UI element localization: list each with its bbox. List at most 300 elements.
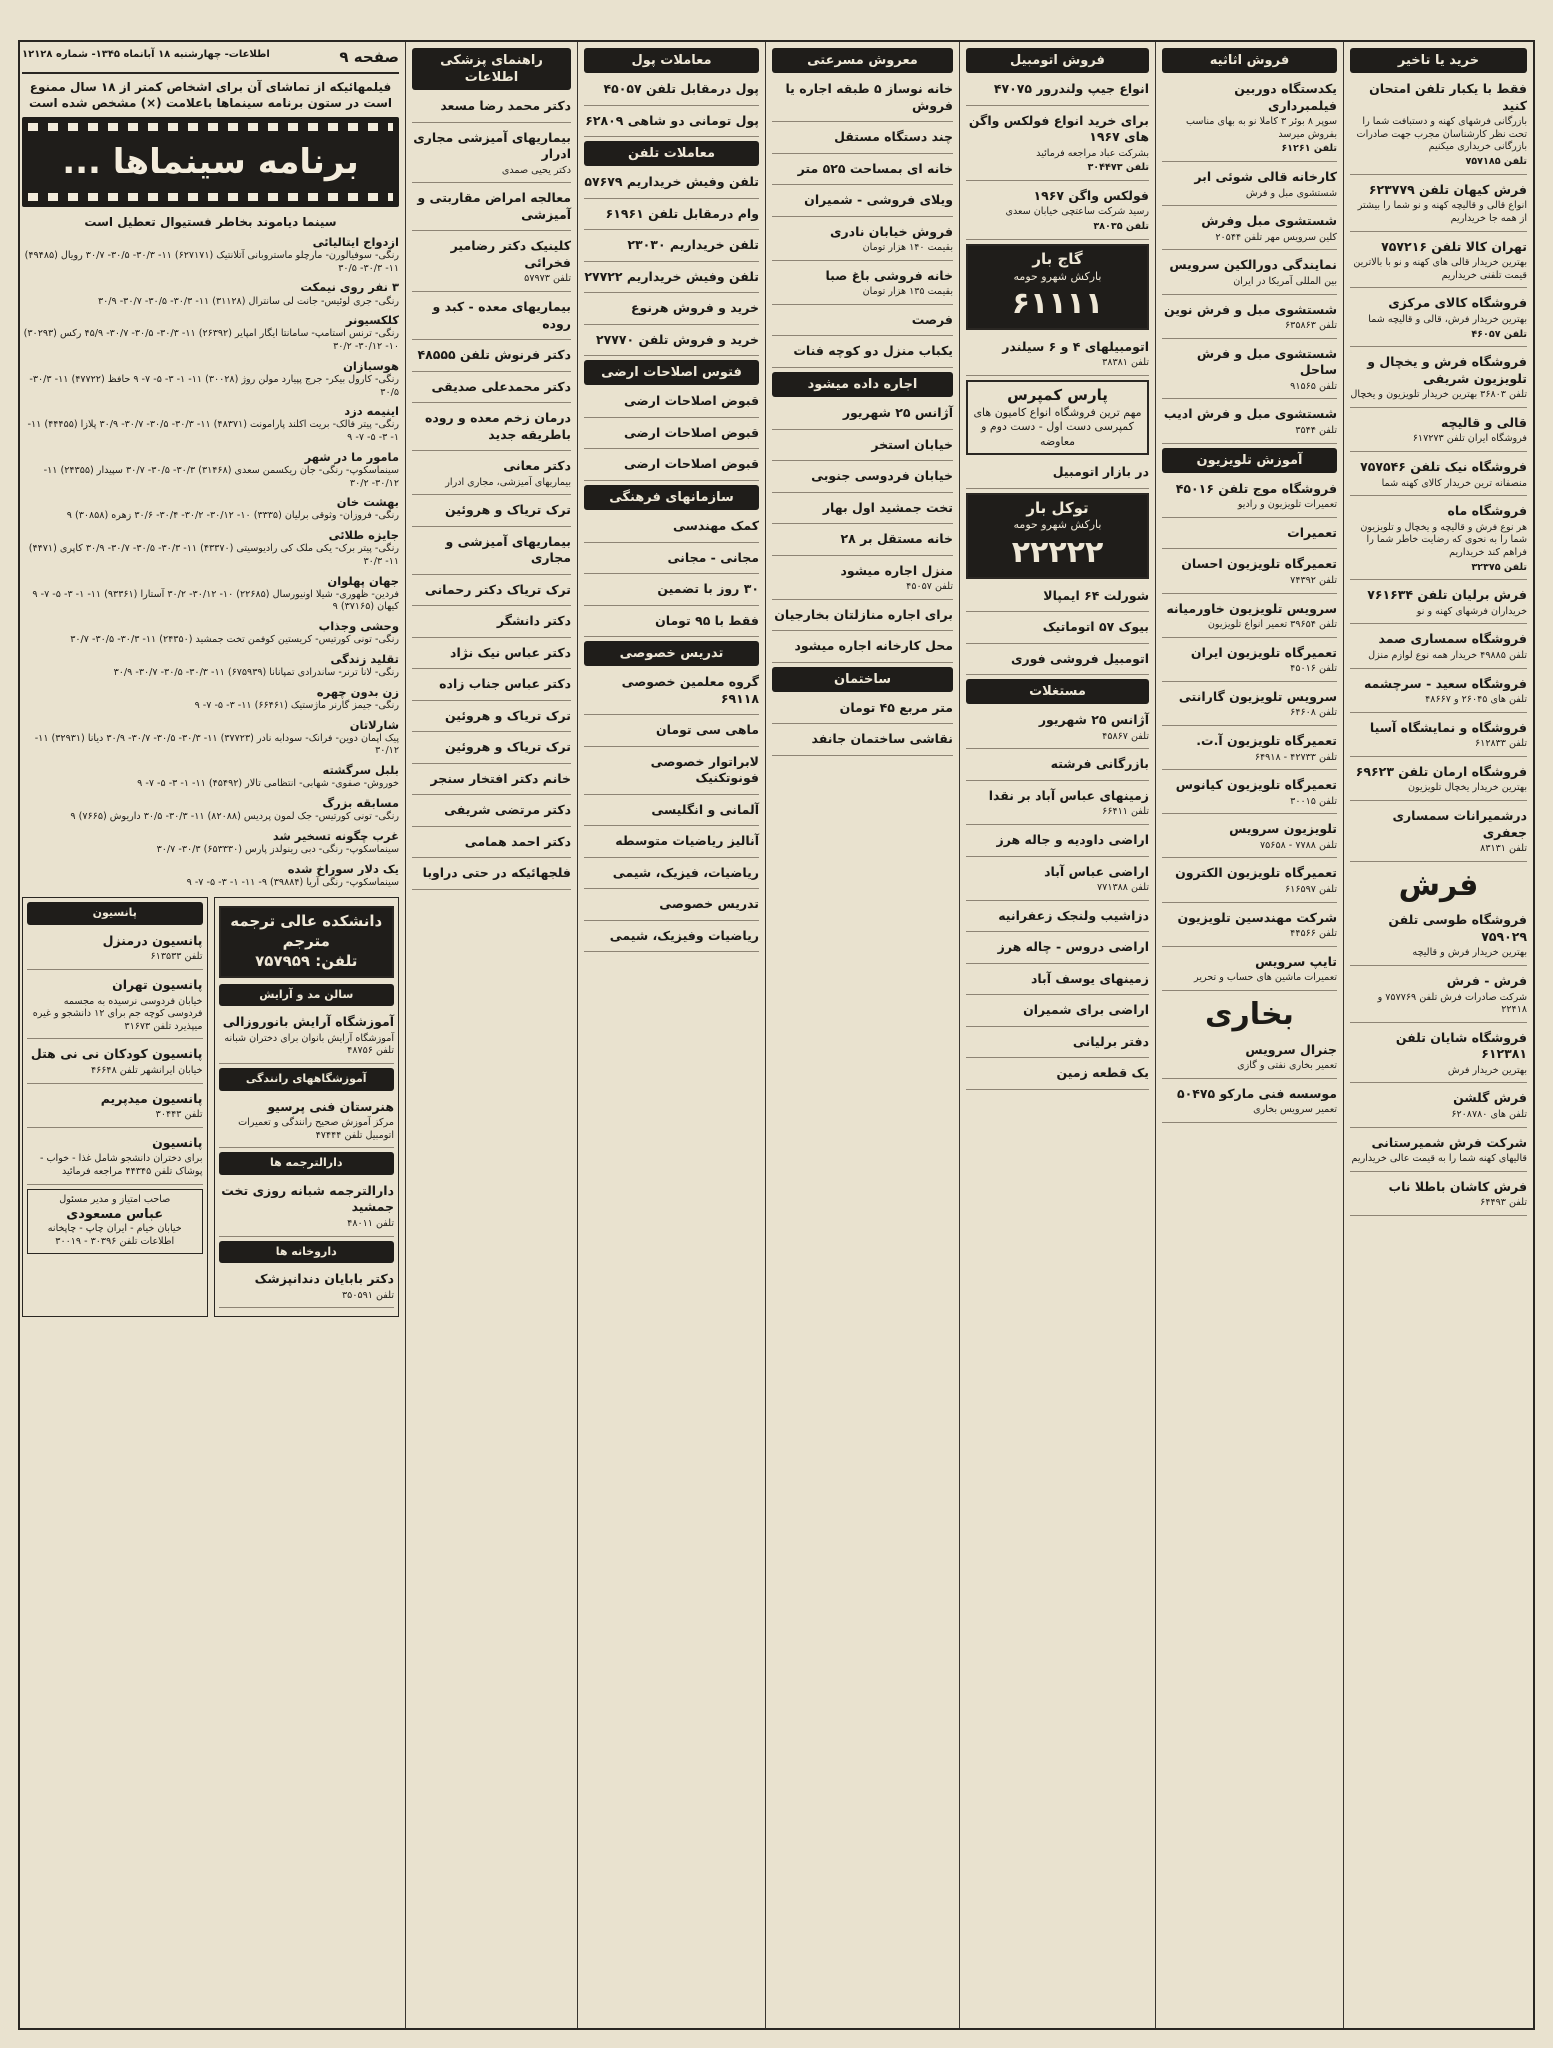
publisher-label: صاحب امتیاز و مدیر مسئول [59,1193,171,1205]
ad [1350,500,1527,580]
ad-title: پانسیون کودکان نی نی هتل [30,1046,203,1062]
column-banner: مستغلات [966,679,1149,704]
ad [1162,210,1337,250]
film-strip-banner [22,117,399,207]
ad [412,127,571,184]
ad [966,336,1149,376]
film-listing [22,404,399,444]
film-title: جایزه طلائی [328,528,399,543]
film-title: وحشی وجذاب [318,619,399,634]
ad [1350,805,1527,862]
ad [966,461,1149,489]
ad [584,578,759,606]
ad [1350,909,1527,966]
ad-list [966,461,1149,489]
ad [966,999,1149,1027]
ad-title: پانسیون میدپریم [100,1090,203,1106]
ad-title: بیماریهای آمیزشی مجاری ادرار [413,129,571,162]
ad-body: تلفن ۶۱۶۵۹۷ [1285,883,1337,895]
column-banner: سازمانهای فرهنگی [584,485,759,510]
ad [966,861,1149,901]
film-title: زن بدون چهره [316,684,399,699]
ad-body: تلفن ۴۵۰۵۷ [906,581,953,593]
film-showtimes: پیک اپمان دوین- فرانک- سودابه نادر (۳۷۷۲۳) ۱۱- ۳۰/۳- ۳۰/۵- ۳۰/۷- ۳۰/۹ دیانا (۳۲۹۳۱) ۱۱- ۳۰/۱۲ [34,732,399,757]
ad-title: دکتر معانی [503,458,571,474]
column-banner: تدریس خصوصی [584,641,759,666]
ad-title: پانسیون درمنزل [102,932,203,948]
ad [412,799,571,827]
ad [1350,78,1527,175]
ad-body: بیماریهای آمیزشی، مجاری ادرار [445,476,571,488]
ad-title: تعمیرگاه تلویزیون ایران [1190,644,1337,660]
ad-list [966,78,1149,240]
ad-body: تعمیرات تلویزیون و رادیو [1237,499,1337,511]
ad [412,296,571,340]
page-header [22,48,399,74]
box-ad-phone: تلفن: ۷۵۷۹۵۹ [255,951,358,970]
ad-title: شستشوی مبل و فرش نوین [1164,301,1337,317]
box-ad-title: توکل بار [1026,498,1089,517]
ad-body: تلفن ۸۳۱۳۱ [1480,843,1527,855]
ad [1350,717,1527,757]
ad-title: خانه نوساز ۵ طبقه اجاره یا فروش [785,81,953,113]
film-listing [22,359,399,399]
film-listing [22,574,399,614]
ad-title: آلمانی و انگلیسی [651,801,759,817]
ad-title: وام درمقابل تلفن ۶۱۹۶۱ [605,205,759,221]
ad [1350,673,1527,713]
ad [772,78,953,122]
ad-body: تلفن ۶۱۳۵۳۳ [150,951,203,963]
ad [1162,254,1337,294]
ad [1162,774,1337,814]
ad-title: ترک تریاک و هروئین [444,707,571,723]
film-title: بلبل سرگشته [322,763,399,778]
ad-list [584,671,759,952]
ad-title: فلجهائیکه در حتی دراوبا [422,865,571,881]
film-listing [22,495,399,523]
ad [1162,1039,1337,1079]
ad-body: تلفن ۳۵۴۴ [1295,424,1337,436]
film-showtimes: خوروش- صفوی- شهابی- انتظامی تالار (۴۵۴۹۲) ۱۱- ۱- ۳- ۵- ۷- ۹ [137,778,399,790]
ad-title: خانم دکتر افتخار سنجر [430,770,571,786]
ad-body: تلفن ۵۷۹۷۳ [524,273,571,285]
ad [412,736,571,764]
box-ad-title: دانشکده عالی ترجمه مترجم [230,912,383,951]
ad-body: تلفن های ۶۲۰۸۷۸۰ [1451,1108,1527,1120]
ad [1162,1083,1337,1123]
ad [1350,761,1527,801]
ad [772,528,953,556]
ad [584,422,759,450]
ad-body: خریداران فرشهای کهنه و نو [1416,605,1527,617]
ad-title: شستشوی مبل و فرش ادیب [1163,406,1337,422]
film-showtimes: رنگی- لانا ترنر- ساندرادی تمپانانا (۶۷۵۹۳۹) ۱۱- ۳۰/۳- ۳۰/۵- ۳۰/۷- ۳۰/۹ [113,667,399,679]
ad-body: شرکت صادرات فرش تلفن ۷۵۷۷۶۹ و ۲۲۴۱۸ [1377,991,1527,1016]
box-ad [966,244,1149,330]
ad-list [1162,478,1337,991]
ad-title: بیوک ۵۷ اتوماتیک [1042,619,1149,635]
ad-title: گروه معلمین خصوصی ۶۹۱۱۸ [621,674,759,706]
ad [966,829,1149,857]
ad [27,974,203,1039]
ad-title: فقط با ۹۵ تومان [655,612,759,628]
ad [584,266,759,294]
film-listing [22,763,399,791]
ad-title: دفتر برلیانی [1072,1033,1149,1049]
ad-body: تلفن ۳۰۰۱۵ [1290,795,1337,807]
ad [27,1043,203,1083]
ad [27,1132,203,1185]
ad-title: تدریس خصوصی [659,896,759,912]
ad-title: فرش - فرش [1446,973,1527,988]
film-showtimes: رنگی- جری لوئیس- جانت لی سانترال (۳۱۱۲۸) ۱۱- ۳۰/۳- ۳۰/۵- ۳۰/۷- ۳۰/۹ [97,295,399,307]
ad-title: فرصت [911,311,953,327]
ad-body: تلفن ۶۳۵۸۶۳ [1285,320,1337,332]
ad [1162,478,1337,518]
ad [584,893,759,921]
ad [412,499,571,527]
ad-title: فروشگاه شایان تلفن ۶۱۲۳۸۱ [1395,1029,1527,1062]
film-showtimes: رنگی- جیمز گارنر ماژستیک (۶۶۴۶۱) ۱۱- ۳- ۵- ۷- ۹ [194,699,399,711]
ad [966,905,1149,933]
ad-title: معالجه امراض مقاربتی و آمیزشی [417,190,571,222]
ad-title: نمایندگی دورالکین سرویس [1169,257,1337,273]
film-showtimes: سینماسکوپ- رنگی- جان ریکسمن سعدی (۳۱۴۶۸) ۳۰/۳- ۳۰/۵- ۳۰/۷ سپیدار (۲۴۳۵۵) ۱۱- ۳۰/۱۲- ۳۰/۲ [43,464,399,489]
ad-title: زمینهای عباس آباد بر نقدا [988,787,1149,803]
cinema-closure-note: سینما دیاموند بخاطر فستیوال تعطیل است [84,215,337,230]
ad [219,1011,395,1064]
ad [584,78,759,106]
ad [966,1031,1149,1059]
ad [966,968,1149,996]
box-ad-title: پارس کمپرس [1007,385,1108,404]
ad [584,329,759,357]
ad [1350,351,1527,408]
film-showtimes: رنگی- کارول بیکر- جرج پپیارد مولن روژ (۳۰۰۲۸) ۱۱- ۱- ۳- ۵- ۷- ۹ حافظ (۴۷۷۲۲) ۱۱- ۳۰/۳- ۳۰/۵ [29,373,399,398]
ad-body: تلفن ۴۲۷۳۳ - ۶۴۹۱۸ [1254,751,1337,763]
column-banner: آموزش تلویزیون [1162,448,1337,473]
ad-title: در بازار اتومبیل [1052,464,1149,480]
column-banner: فروش اتومبیل [966,48,1149,73]
ad [1350,1087,1527,1127]
ad [772,604,953,632]
ad-body: برای دختران دانشجو شامل غذا - خواب - پوشاک تلفن ۴۴۳۴۵ مراجعه فرمائید [40,1153,203,1177]
ad-title: اراضی دروس - چاله هرز [997,939,1149,955]
ad [772,635,953,663]
column-banner: خرید یا تاخیر [1350,48,1527,73]
ad-title: سرویس تلویزیون خاورمیانه [1166,600,1337,616]
ad [412,831,571,859]
ad-title: تلفن وفیش خریداریم ۵۷۶۷۹ [584,174,759,190]
ad [1350,1176,1527,1216]
ad-body: قالیهای کهنه شما را به قیمت عالی خریداریم [1351,1153,1527,1165]
ad [27,930,203,970]
film-showtimes: رنگی- پیتر برک- یکی ملک کی رادیوسیتی (۴۳۳۷۰) ۱۱- ۳۰/۳- ۳۰/۵- ۳۰/۷- ۳۰/۹ کاپری (۴۴۷۱) ۱۱- ۳۰/۳ [28,543,399,567]
film-listing [22,280,399,308]
ad-title: انواع جیپ ولندرور ۴۷۰۷۵ [993,81,1149,97]
ad [772,340,953,368]
ad-body: بازرگانی فرشهای کهنه و دستبافت شما را تحت نظر کارشناسان مجرب جهت صادرات بازرگانی خریداری میکنیم [1356,116,1527,153]
ad-list [412,95,571,889]
ad-title: قبوض اصلاحات ارضی [624,424,759,440]
ad-body: خیابان ایرانشهر تلفن ۴۶۶۴۸ [90,1064,203,1076]
ad-title: آنالیز ریاضیات متوسطه [615,833,759,849]
film-title: هوسبازان [343,358,399,373]
ad-body: شستشوی مبل و فرش [1245,187,1337,199]
ad-list [772,402,953,663]
film-showtimes: رنگی- فروزان- وثوقی برلیان (۳۳۳۵) ۱۰- ۳۰/۱۲- ۳۰/۲- ۳۰/۴- ۳۰/۶ زهره (۳۰۸۵۸) ۹ [66,510,399,522]
ad-body: تلفن ۴۸۰۱۱ [347,1217,394,1229]
ad-body: بقیمت ۱۳۵ هزار تومان [862,286,953,298]
ad-list [1350,78,1527,862]
ad-body: بقیمت ۱۴۰ هزار تومان [862,242,953,254]
ad-body: تلفن ۹۱۵۶۵ [1290,380,1337,392]
ad [1162,78,1337,162]
column-cars [959,42,1155,2028]
ad-body: مرکز آموزش صحیح رانندگی و تعمیرات اتومبیل تلفن ۴۷۴۴۴ [238,1117,394,1141]
cinema-bottom-section [22,897,399,1317]
column-banner: داروخانه ها [219,1241,395,1264]
ad-body: هر نوع فرش و قالیچه و یخچال و تلویزیون شما را به نحوی که رضایت خاطر شما را فراهم کند خریداریم [1360,521,1527,558]
box-ad-subtitle: مهم ترین فروشگاه انواع کامیون های کمپرسی دست اول - دست دوم و معاوضه [973,405,1142,448]
film-showtimes: رنگی- تونی کورتیس- جک لمون پردیس (۸۲۰۸۸) ۱۱- ۳۰/۳- ۳۰/۵ داریوش (۷۶۶۵) ۹ [70,811,399,823]
ad [966,616,1149,644]
ad-phone: تلفن ۳۸۰۳۵ [1093,221,1149,233]
ad [966,78,1149,106]
ad [966,753,1149,781]
ad [584,751,759,795]
ad-body: انواع قالی و قالیچه کهنه و نو شما را بیشتر از همه جا خریداریم [1357,200,1527,224]
film-title: ۳ نفر روی نیمکت [300,280,399,295]
ad-title: فرش گلشن [1453,1090,1527,1106]
ad [584,390,759,418]
ad [1350,292,1527,347]
ad-title: فقط با یکبار تلفن امتحان کنید [1369,81,1527,113]
ad-list [584,171,759,356]
box-ad [966,380,1149,455]
ad-title: دکتر احمد همامی [464,833,571,849]
ad-title: فروشگاه طوسی تلفن ۷۵۹۰۲۹ [1388,912,1527,944]
film-title: یک دلار سوراخ شده [287,861,399,876]
ad-title: ریاضیات، فیزیک، شیمی [612,864,759,880]
ad-body: تلفن های ۲۶۰۴۵ و ۴۸۶۶۷ [1425,694,1527,706]
ad-title: پول درمقابل تلفن ۴۵۰۵۷ [603,81,759,97]
ad [412,610,571,638]
ad [1162,299,1337,339]
ad-title: بیماریهای آمیزشی و مجاری [445,533,571,566]
ad-title: محل کارخانه اجاره میشود [794,638,953,654]
film-title: اینیمه دزد [344,404,399,419]
ad [584,203,759,231]
ad-title: لابراتوار خصوصی فونوتکنیک [650,753,759,786]
ad-title: فرش کاشان باطلا ناب [1388,1178,1527,1194]
ad-body: تلفن ۶۱۲۸۳۳ [1475,738,1527,750]
ad-body: خیابان فردوسی نرسیده به مجسمه فردوسی کوچه جم برای ۱۲ دانشجو و غیره میپذیرد تلفن ۳۱۶۷۳ [32,995,203,1032]
ad [412,235,571,292]
column-banner: سالن مد و آرایش [219,984,395,1007]
ad-title: ترک تریاک دکتر رحمانی [424,581,571,597]
film-title: مسابقه بزرگ [322,795,399,810]
ad-title: ویلای فروشی - شمیران [804,192,953,208]
ad [584,547,759,575]
ad [1350,628,1527,668]
ad-body: دکتر یحیی صمدی [501,164,571,176]
ad [584,171,759,199]
ad-title: خرید و فروش هرنوع [630,300,759,316]
ad-body: بهترین خریدار فرش و قالیچه [1412,947,1527,959]
ad-title: منزل اجاره میشود [840,562,953,578]
ad-title: فروشگاه فرش و یخچال و تلویزیون شریفی [1367,354,1527,386]
ad [584,610,759,638]
ad [1350,179,1527,232]
ad [219,1096,395,1149]
ad [584,110,759,138]
ad-body: آموزشگاه آرایش بانوان برای دختران شبانه تلفن ۴۸۷۵۶ [224,1032,394,1057]
ad-body: سوپر ۸ بوئر ۳ کاملا نو به بهای مناسب بفروش میرسد [1185,116,1337,140]
dateline: اطلاعات- چهارشنبه ۱۸ آبانماه ۱۳۴۵- شماره ۱۲۱۲۸ [22,49,270,60]
ad-title: فولکس واگن ۱۹۶۷ [1033,187,1149,203]
ad-list [584,390,759,481]
ad-title: یکباب منزل دو کوچه فنات [793,343,953,359]
ad-title: دکتر محمدعلی صدیقی [431,378,571,394]
ad [772,221,953,261]
column-cinema [16,42,405,2028]
ad-title: موسسه فنی مارکو ۵۰۴۷۵ [1176,1085,1337,1101]
box-ad [219,906,395,977]
column-banner: اجاره داده میشود [772,372,953,397]
film-showtimes: رنگی- پیتر فالک- بریت اکلند پارامونت (۴۸۳۷۱) ۱۱- ۳۰/۳- ۳۰/۵- ۳۰/۷- ۳۰/۹ پلازا (۴۴۴۵۵) ۱۱- ۱- ۳- ۵- ۷- ۹ [27,419,399,444]
film-title: مامور ما در شهر [304,449,399,464]
ad-title: فروشگاه نیک تلفن ۷۵۷۵۴۶ [1360,459,1527,475]
film-showtimes: سینماسکوپ- رنگی- دبی رینولدز پارس (۶۵۳۳۳۰) ۳۰/۳- ۳۰/۷ [156,843,399,855]
ad-title: دکتر فرنوش تلفن ۴۸۵۵۵ [417,347,571,363]
ad [1162,343,1337,400]
ad-title: دکتر عباس جناب زاده [439,676,571,692]
ad-title: دکتر محمد رضا مسعد [440,98,571,114]
ad-title: ترک تریاک و هروئین [444,739,571,755]
column-money-phone [577,42,765,2028]
ad [966,1062,1149,1090]
ad [772,560,953,600]
film-listing [22,829,399,857]
ad-title: درمان زخم معده و روده باطریقه جدید [424,410,571,442]
film-showtimes: فردین- ظهوری- شیلا اونیورسال (۲۲۶۸۵) ۱۰- ۳۰/۱۲- ۳۰/۲ آستارا (۹۳۳۶۱) ۱۱- ۱- ۳- ۵- ۷- ۹ کیهان (۳۷۱۶۵) ۹ [32,588,399,613]
ad-title: یکدستگاه دوربین فیلمبرداری [1234,81,1337,113]
ad [1162,522,1337,550]
column-furniture [1155,42,1343,2028]
ad-list [1162,78,1337,443]
column-banner: فروش اثاثیه [1162,48,1337,73]
ad [27,1088,203,1128]
ad-list [966,585,1149,676]
ad-title: ماهی سی تومان [655,722,759,738]
ad-title: تایپ سرویس [1255,953,1337,969]
ad-body: بین المللی آمریکا در ایران [1233,275,1337,287]
ad [966,785,1149,825]
ad [584,799,759,827]
ad-body: بهترین خریدار فرش، قالی و قالیچه شما [1368,313,1527,325]
ad-title: شستشوی مبل و فرش ساحل [1196,345,1337,378]
ad-phone: تلفن ۶۱۲۶۱ [1281,143,1337,155]
ad-body: تلفن ۷۴۳۹۲ [1290,574,1337,586]
ad [1350,236,1527,289]
ad-body: رسید شرکت ساعتچی خیابان سعدی [1005,206,1149,218]
ad-title: کارخانه قالی شوئی ابر [1194,169,1337,185]
box-ad [966,493,1149,579]
column-carpet-buying [1343,42,1533,2028]
film-listing [22,862,399,890]
ad-title: تعمیرگاه تلویزیون کیانوس [1175,777,1337,793]
ad [1162,403,1337,443]
ad [584,671,759,715]
ad-title: دکتر عباس نیک نژاد [450,644,571,660]
ad [772,158,953,186]
ad [1162,730,1337,770]
ad-body: بهترین خریدار فرش [1447,1064,1527,1076]
ad-body: تعمیرات ماشین های حساب و تحریر [1194,972,1337,984]
film-title: غرب چگونه تسخیر شد [272,828,399,843]
ad [219,1180,395,1237]
ad [772,465,953,493]
box-ad-subtitle: بارکش شهرو حومه [1013,518,1102,532]
ad-list [584,78,759,137]
ad [1162,553,1337,593]
ad [1350,412,1527,452]
ad-title: خیابان فردوسی جنوبی [811,468,953,484]
ad-body: تلفن ۳۹۶۵۴ تعمیر انواع تلویزیون [1207,619,1337,631]
box-ad-subtitle: بارکش شهرو حومه [1013,269,1102,283]
ad [412,376,571,404]
ad-title: فروشگاه ارمان تلفن ۶۹۶۲۳ [1355,763,1527,779]
ad-title: تعمیرگاه تلویزیون آ.ت. [1196,733,1337,748]
ad-phone: تلفن ۳۲۳۷۵ [1471,561,1527,573]
column-medical [405,42,577,2028]
ad-list [772,697,953,756]
column-banner: معاملات پول [584,48,759,73]
ad-body: تلفن ۴۴۵۶۶ [1290,928,1337,940]
ad [412,862,571,890]
ad-title: آموزشگاه آرایش بانوروزالی [222,1014,394,1030]
ad-list [27,930,203,1185]
ad-title: هنرستان فنی پرسیو [267,1098,394,1114]
ad-list [772,78,953,368]
ad-body: تلفن ۴۵۰۱۶ [1290,663,1337,675]
ad-title: قالی و قالیچه [1441,414,1527,430]
ad-title: اراضی برای شمیران [1023,1002,1149,1018]
ad-title: فروش خیابان نادری [830,223,953,239]
ad-title: پانسیون [152,1134,203,1150]
film-listing [22,313,399,353]
ad-title: مجانی - مجانی [667,549,759,565]
ad-title: زمینهای یوسف آباد [1030,970,1149,986]
ad-title: دارالترجمه شبانه روزی تخت جمشید [221,1182,394,1215]
ad-title: تلفن وفیش خریداریم ۲۷۷۲۲ [584,268,759,284]
column-banner: معروش مسرعتی [772,48,953,73]
film-showtimes: رنگی- سوفیالورن- مارچلو ماستروبانی آتلانتیک (۶۲۷۱۷۱) ۱۱- ۳۰/۳- ۳۰/۵- ۳۰/۷ رویال (۴۹۴۸۵) ۱۱- ۳۰/۳- ۳۰/۵ [24,250,399,274]
ad [219,1268,395,1308]
ad-title: پول تومانی دو شاهی ۶۲۸۰۹ [585,112,759,128]
ad-title: دکتر دانشگر [496,613,571,629]
ad-title: کمک مهندسی [672,518,759,534]
ad [1350,970,1527,1023]
ad-title: ترک تریاک و هروئین [444,502,571,518]
ad-title: اراضی عباس آباد [1044,863,1149,879]
ad [412,673,571,701]
film-listing [22,718,399,758]
ad-title: بیماریهای معده - کبد و روده [432,299,571,331]
page-number: صفحه ۹ [339,48,399,66]
